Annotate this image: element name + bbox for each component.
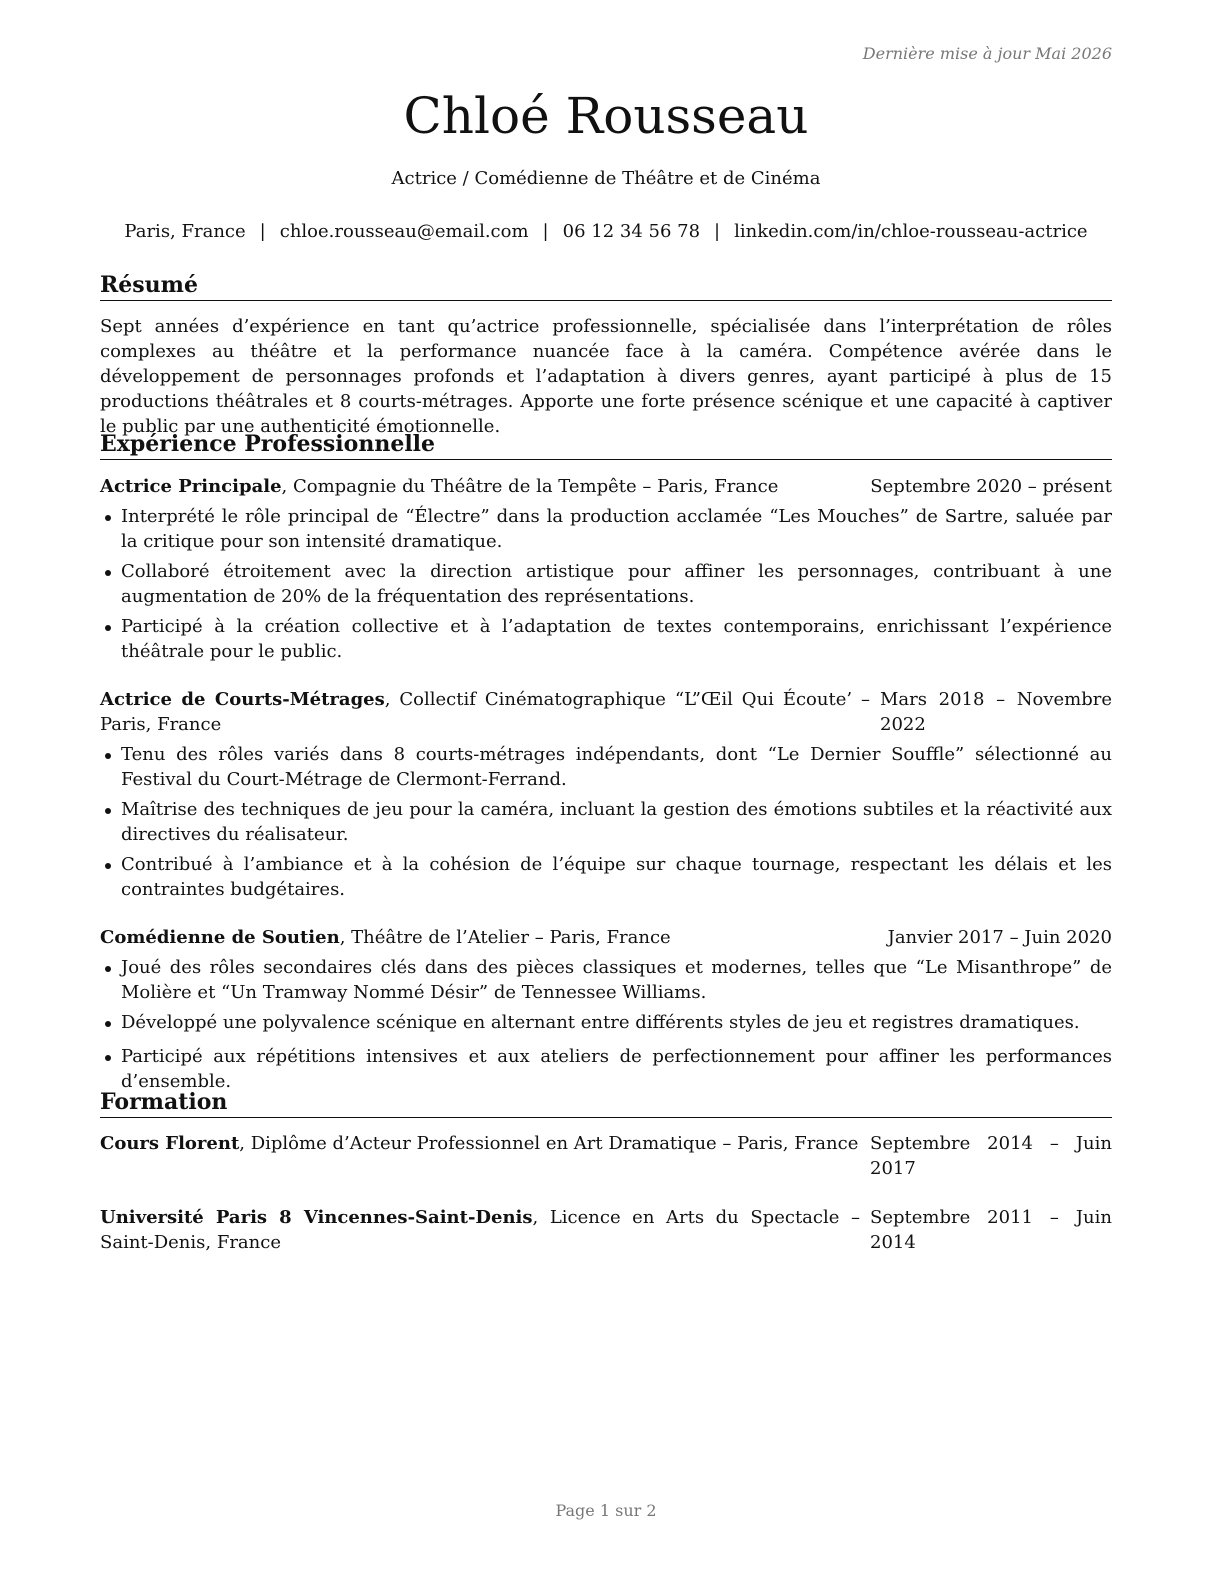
section-title-experience: Expérience Professionnelle <box>100 429 1112 460</box>
last-updated: Dernière mise à jour Mai 2026 <box>862 44 1112 63</box>
education-title <box>100 1205 860 1255</box>
contact-separator: | <box>259 221 266 242</box>
education-dates: Septembre 2014 – Juin 2017 <box>870 1133 1112 1179</box>
bullet-item: Participé aux répétitions intensives et aux ateliers de perfectionnement pour affiner les performances d’ensemble. <box>100 1044 1112 1094</box>
experience-details: , Collectif Cinématographique “L”Œil Qui Écoute’ – Paris, France <box>100 689 870 735</box>
experience-item <box>100 474 1112 669</box>
section-title-summary: Résumé <box>100 270 1112 301</box>
resume-page <box>100 0 1112 1584</box>
experience-bullets <box>100 504 1112 664</box>
experience-dates: Mars 2018 – Novembre 2022 <box>880 689 1112 735</box>
experience-role: Actrice de Courts-Métrages <box>100 689 385 710</box>
contact-location: Paris, France <box>124 221 246 242</box>
experience-header <box>100 687 1112 737</box>
education-details: , Licence en Arts du Spectacle – Saint-Denis, France <box>100 1207 860 1253</box>
education-school: Cours Florent <box>100 1133 240 1154</box>
contact-linkedin[interactable]: linkedin.com/in/chloe-rousseau-actrice <box>734 221 1088 242</box>
contact-line <box>100 219 1112 245</box>
bullet-item: Contribué à l’ambiance et à la cohésion de l’équipe sur chaque tournage, respectant les délais et les contraintes budgétaires. <box>100 852 1112 902</box>
summary-text: Sept années d’expérience en tant qu’actrice professionnelle, spécialisée dans l’interprétation de rôles complexes au théâtre et la performance nuancée face à la caméra. Compétence avérée dans le développement de personnages profonds et l’adaptation à divers genres, ayant participé à plus de 15 productions théâtrales et 8 courts-métrages. Apporte une forte présence scénique et une capacité à captiver le public par une authenticité émotionnelle. <box>100 316 1112 437</box>
bullet-item: Tenu des rôles variés dans 8 courts-métrages indépendants, dont “Le Dernier Souffle” sélectionné au Festival du Court-Métrage de Clermont-Ferrand. <box>100 742 1112 792</box>
experience-item <box>100 687 1112 907</box>
experience-title <box>100 925 878 950</box>
experience-details: , Théâtre de l’Atelier – Paris, France <box>339 927 671 948</box>
education-header <box>100 1131 1112 1181</box>
experience-item <box>100 925 1112 1099</box>
bullet-item: Maîtrise des techniques de jeu pour la caméra, incluant la gestion des émotions subtiles et la réactivité aux directives du réalisateur. <box>100 797 1112 847</box>
education-school: Université Paris 8 Vincennes-Saint-Denis <box>100 1207 533 1228</box>
education-dates: Septembre 2011 – Juin 2014 <box>870 1207 1112 1253</box>
bullet-item: Collaboré étroitement avec la direction artistique pour affiner les personnages, contribuant à une augmentation de 20% de la fréquentation des représentations. <box>100 559 1112 609</box>
contact-separator: | <box>714 221 721 242</box>
contact-phone: 06 12 34 56 78 <box>562 221 701 242</box>
section-title-education: Formation <box>100 1087 1112 1118</box>
bullet-item: Interprété le rôle principal de “Électre” dans la production acclamée “Les Mouches” de Sartre, saluée par la critique pour son intensité dramatique. <box>100 504 1112 554</box>
bullet-item: Développé une polyvalence scénique en alternant entre différents styles de jeu et registres dramatiques. <box>100 1010 1112 1035</box>
contact-separator: | <box>542 221 549 242</box>
experience-header <box>100 925 1112 950</box>
experience-bullets <box>100 955 1112 1094</box>
contact-email[interactable]: chloe.rousseau@email.com <box>279 221 529 242</box>
candidate-subtitle: Actrice / Comédienne de Théâtre et de Cinéma <box>391 168 821 189</box>
experience-bullets <box>100 742 1112 902</box>
experience-title <box>100 687 870 737</box>
education-details: , Diplôme d’Acteur Professionnel en Art Dramatique – Paris, France <box>239 1133 859 1154</box>
experience-details: , Compagnie du Théâtre de la Tempête – Paris, France <box>281 476 779 497</box>
experience-dates: Septembre 2020 – présent <box>870 476 1112 497</box>
education-title <box>100 1131 860 1156</box>
bullet-item: Joué des rôles secondaires clés dans des pièces classiques et modernes, telles que “Le Misanthrope” de Molière et “Un Tramway Nommé Désir” de Tennessee Williams. <box>100 955 1112 1005</box>
page-number: Page 1 sur 2 <box>555 1501 657 1520</box>
education-item <box>100 1205 1112 1255</box>
education-item <box>100 1131 1112 1181</box>
experience-dates: Janvier 2017 – Juin 2020 <box>887 927 1112 948</box>
experience-title <box>100 474 860 499</box>
experience-header <box>100 474 1112 499</box>
education-header <box>100 1205 1112 1255</box>
candidate-name: Chloé Rousseau <box>403 87 809 145</box>
bullet-item: Participé à la création collective et à l’adaptation de textes contemporains, enrichissant l’expérience théâtrale pour le public. <box>100 614 1112 664</box>
experience-role: Comédienne de Soutien <box>100 927 340 948</box>
experience-role: Actrice Principale <box>100 476 282 497</box>
